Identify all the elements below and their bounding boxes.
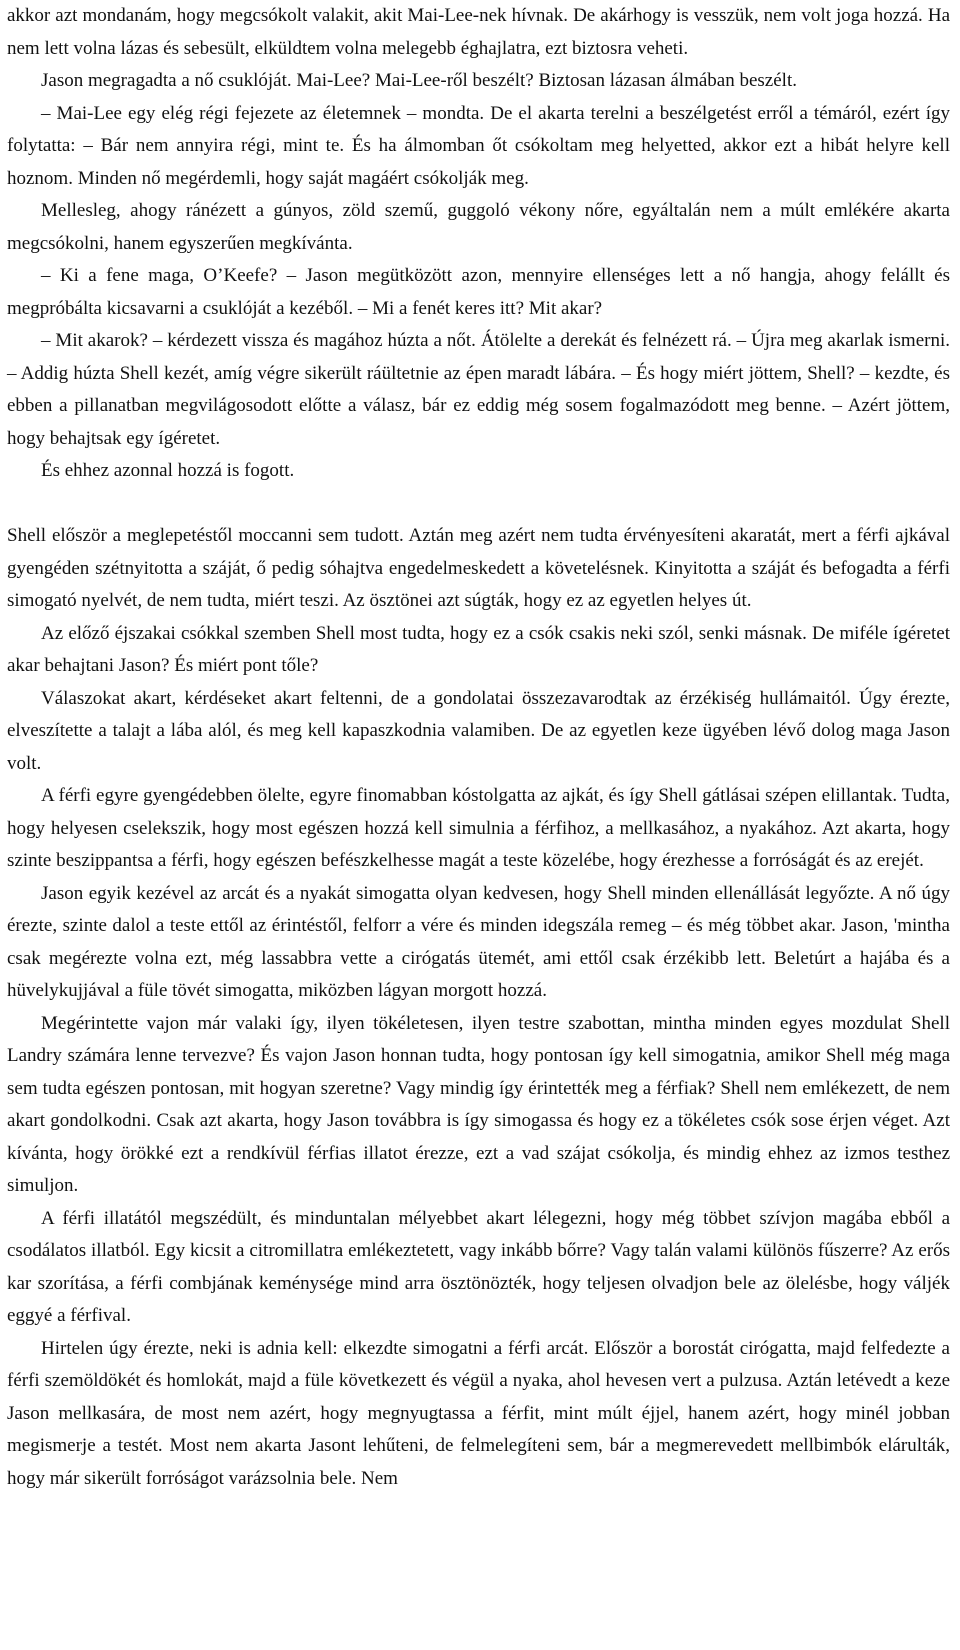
paragraph: Shell először a meglepetéstől moccanni sem tudott. Aztán meg azért nem tudta érvényesíteni akaratát, mert a férfi ajkával gyengéden szétnyitotta a száját, ő pedig sóhajtva engedelmeskedett a követelésnek. Kinyitotta a száját és befogadta a férfi simogató nyelvét, de nem tudta, miért teszi. Az ösztönei azt súgták, hogy ez az egyetlen helyes út. — [7, 525, 950, 611]
section-break — [7, 488, 950, 521]
paragraph: Az előző éjszakai csókkal szemben Shell most tudta, hogy ez a csók csakis neki szól, senki másnak. De miféle ígéretet akar behajtani Jason? És miért pont tőle? — [7, 622, 950, 676]
paragraph: A férfi egyre gyengédebben ölelte, egyre finomabban kóstolgatta az ajkát, és így Shell gátlásai szépen elillantak. Tudta, hogy helyesen cselekszik, hogy most egészen hozzá kell simulnia a férfihoz, a mellkasához, a nyakához. Azt akarta, hogy szinte beszippantsa a férfi, hogy egészen befészkelhesse magát a teste közelébe, hogy érezhesse a forróságát és az erejét. — [7, 785, 950, 871]
paragraph: Hirtelen úgy érezte, neki is adnia kell: elkezdte simogatni a férfi arcát. Először a borostát cirógatta, majd felfedezte a férfi szemöldökét és homlokát, majd a füle következett és végül a nyaka, ahol hevesen vert a pulzusa. Aztán letévedt a keze Jason mellkasára, de most nem azért, hogy megnyugtassa a férfit, mint múlt éjjel, hanem azért, hogy minél jobban megismerje a testét. Most nem akarta Jasont lehűteni, de felmelegíteni sem, bár a megmerevedett mellbimbók elárulták, hogy már sikerült forróságot varázsolnia bele. Nem — [7, 1337, 950, 1489]
paragraph: Mellesleg, ahogy ránézett a gúnyos, zöld szemű, guggoló vékony nőre, egyáltalán nem a múlt emlékére akarta megcsókolni, hanem egyszerűen megkívánta. — [7, 200, 950, 254]
paragraph: Válaszokat akart, kérdéseket akart feltenni, de a gondolatai összezavarodtak az érzékiség hullámaitól. Úgy érezte, elveszítette a talajt a lába alól, és meg kell kapaszkodnia valamiben. De az egyetlen keze ügyében lévő dolog maga Jason volt. — [7, 687, 950, 774]
paragraph: A férfi illatától megszédült, és minduntalan mélyebbet akart lélegezni, hogy még többet szívjon magába ebből a csodálatos illatból. Egy kicsit a citromillatra emlékeztetett, vagy inkább bőrre? Vagy talán valami különös fűszerre? Az erős kar szorítása, a férfi combjának keménysége mind arra ösztönözték, hogy teljesen olvadjon bele az ölelésbe, hogy váljék eggyé a férfival. — [7, 1207, 950, 1326]
paragraph: Jason egyik kezével az arcát és a nyakát simogatta olyan kedvesen, hogy Shell minden ellenállását legyőzte. A nő úgy érezte, szinte dalol a teste ettől az érintéstől, felforr a vére és minden idegszála remeg – és még többet akar. Jason, 'mintha csak megérezte volna ezt, még lassabbra vette a cirógatás ütemét, ami ettől csak érzékibb lett. Beletúrt a hajába és a hüvelykujjával a füle tövét simogatta, miközben lágyan morgott hozzá. — [7, 882, 950, 1001]
paragraph: Jason megragadta a nő csuklóját. Mai-Lee? Mai-Lee-ről beszélt? Biztosan lázasan álmában beszélt. — [41, 70, 797, 91]
paragraph: – Mit akarok? – kérdezett vissza és magához húzta a nőt. Átölelte a derekát és felnézett rá. – Újra meg akarlak ismerni. – Addig húzta Shell kezét, amíg végre sikerült ráültetnie az épen maradt lábára. – És hogy miért jöttem, Shell? – kezdte, és ebben a pillanatban megvilágosodott előtte a válasz, bár ez eddig még sosem fogalmazódott meg benne. – Azért jöttem, hogy behajtsak egy ígéretet. — [7, 330, 950, 449]
paragraph: – Mai-Lee egy elég régi fejezete az életemnek – mondta. De el akarta terelni a beszélgetést erről a témáról, ezért így folytatta: – Bár nem annyira régi, mint te. És ha álmomban őt csókoltam meg helyetted, akkor ezt a hibát helyre kell hoznom. Minden nő megérdemli, hogy saját magáért csókolják meg. — [7, 102, 950, 189]
paragraph: És ehhez azonnal hozzá is fogott. — [41, 460, 295, 481]
paragraph: Megérintette vajon már valaki így, ilyen tökéletesen, ilyen testre szabottan, mintha minden egyes mozdulat Shell Landry számára lenne tervezve? És vajon Jason honnan tudta, hogy pontosan így kell simogatnia, amikor Shell még maga sem tudta egészen pontosan, mit hogyan szeretne? Vagy mindig így érintették meg a férfiak? Shell nem emlékezett, de nem akart gondolkodni. Csak azt akarta, hogy Jason továbbra is így simogassa és hogy ez a tökéletes csók sose érjen véget. Azt kívánta, hogy örökké ezt a rendkívül férfias illatot érezze, ezt a vad szájat csókolja, és mindig ehhez az izmos testhez simuljon. — [7, 1012, 950, 1196]
paragraph-continued: akkor azt mondanám, hogy megcsókolt valakit, akit Mai-Lee-nek hívnak. De akárhogy is vesszük, nem volt joga hozzá. Ha nem lett volna lázas és sebesült, elküldtem volna melegebb éghajlatra, ezt biztosra veheti. — [7, 5, 950, 59]
paragraph: – Ki a fene maga, O’Keefe? – Jason megütközött azon, mennyire ellenséges lett a nő hangja, ahogy felállt és megpróbálta kicsavarni a csuklóját a kezéből. – Mi a fenét keres itt? Mit akar? — [7, 265, 950, 319]
